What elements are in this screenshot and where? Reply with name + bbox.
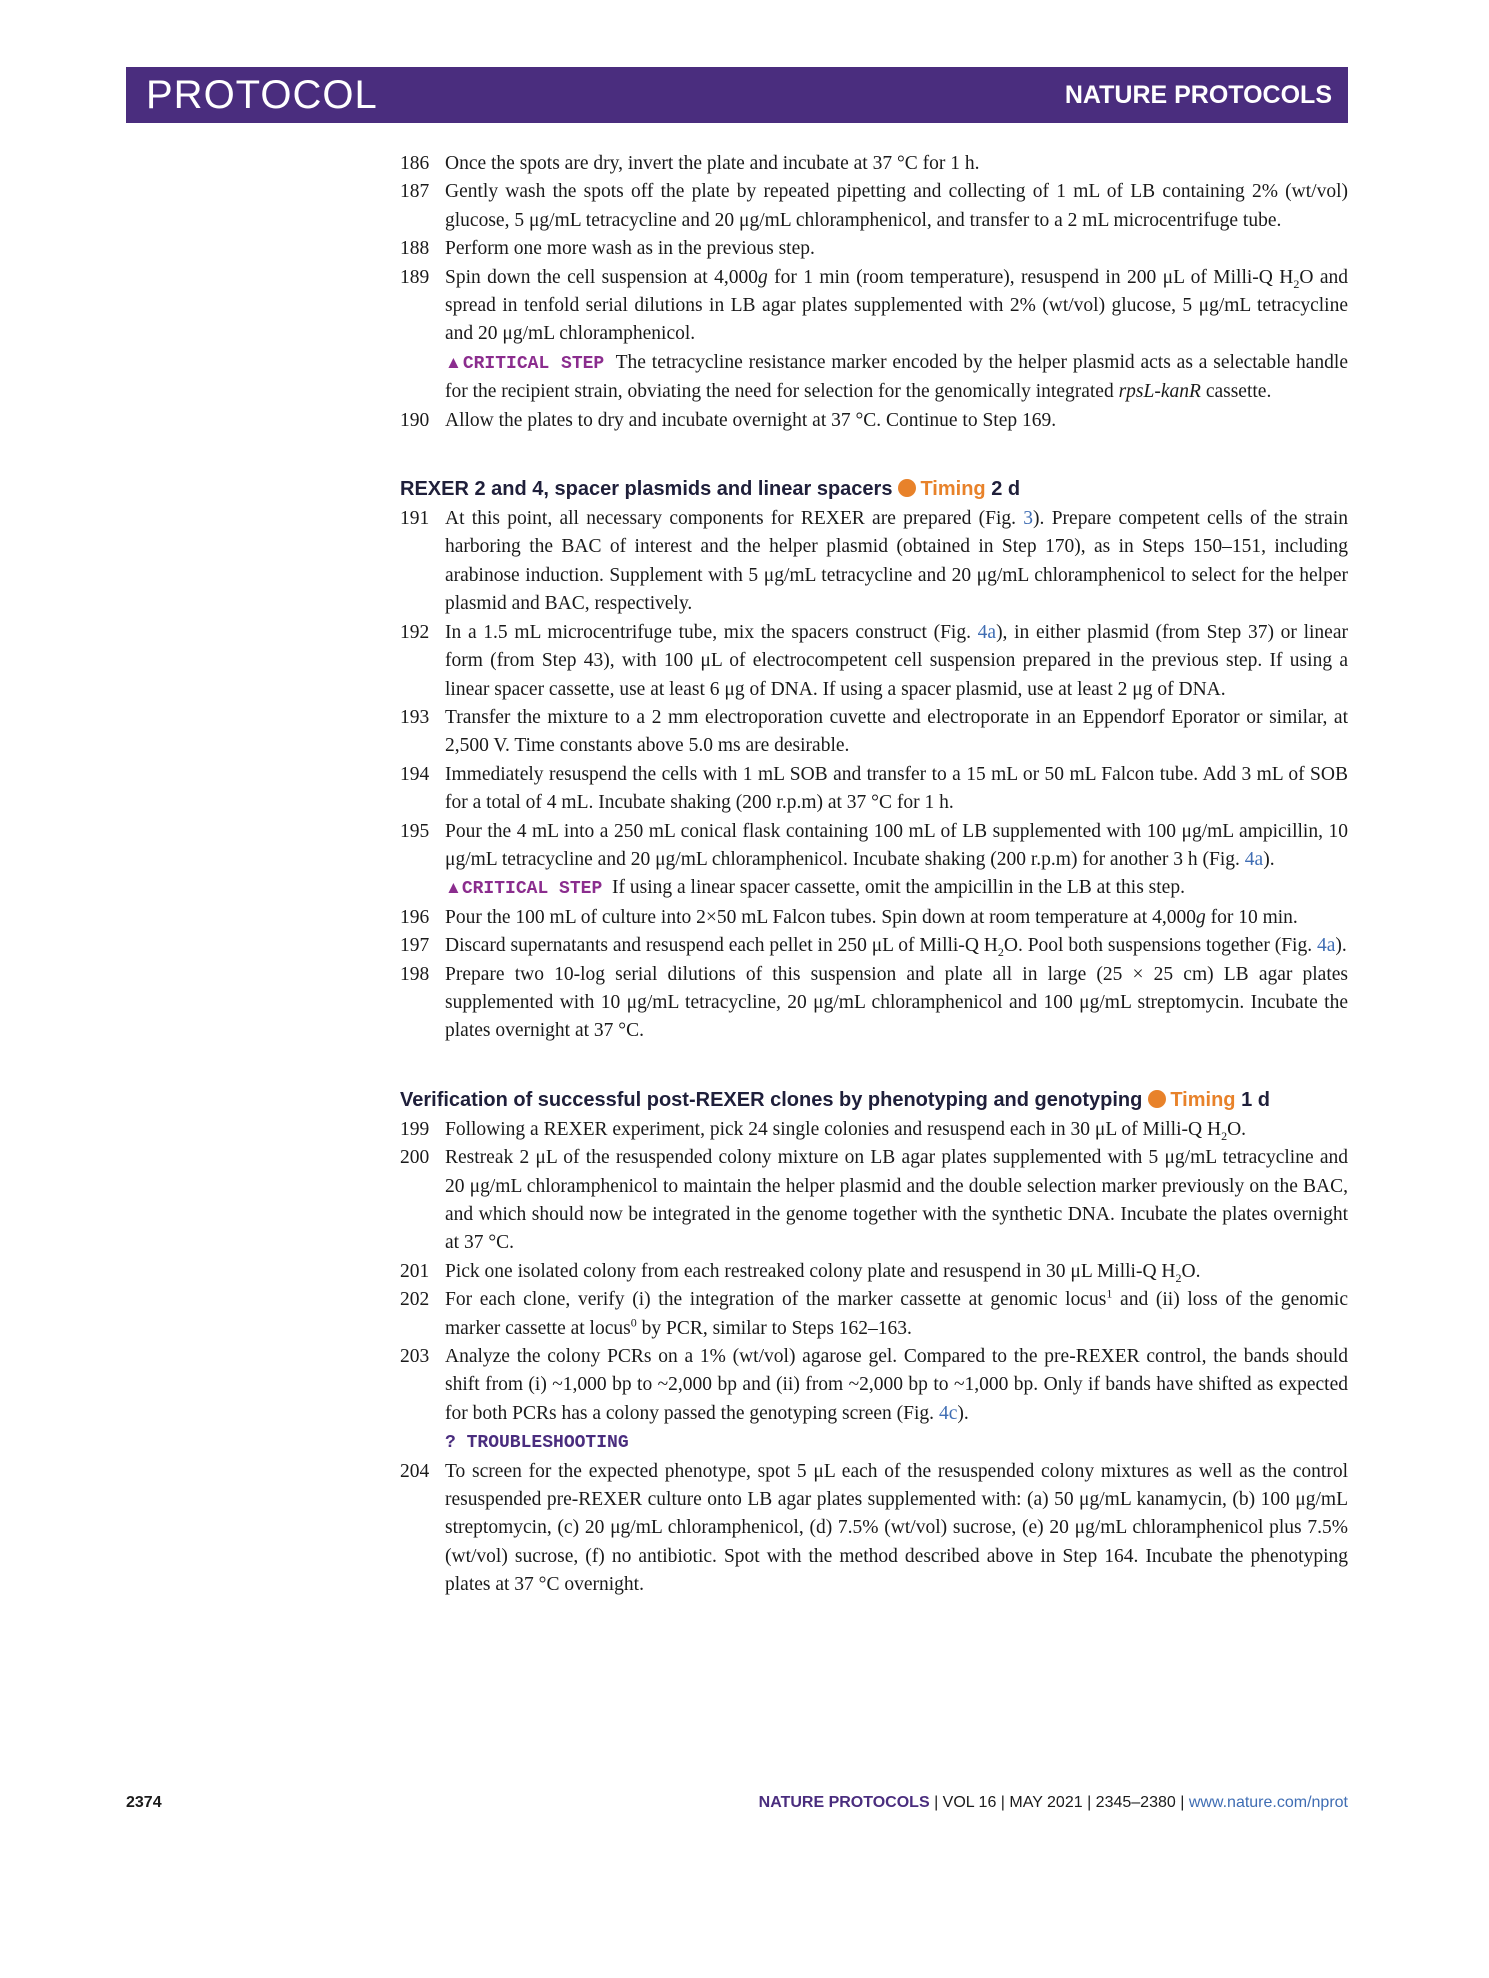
step-190 xyxy=(400,407,1348,435)
figure-link[interactable]: 4a xyxy=(1244,848,1264,870)
step-number: 196 xyxy=(400,906,430,928)
step-202 xyxy=(400,1286,1348,1343)
page-number: 2374 xyxy=(126,1794,162,1811)
step-text: ). xyxy=(1263,848,1275,870)
step-number: 190 xyxy=(400,409,430,431)
italic-g: g xyxy=(757,266,768,288)
step-192 xyxy=(400,619,1348,704)
note-text: If using a linear spacer cassette, omit the ampicillin in the LB at this step. xyxy=(612,877,1185,899)
step-191 xyxy=(400,505,1348,619)
citation xyxy=(759,1794,1348,1812)
step-number: 187 xyxy=(400,181,430,203)
subscript: 2 xyxy=(1293,276,1300,291)
superscript: 1 xyxy=(1106,1286,1113,1301)
step-text: Once the spots are dry, invert the plate and incubate at 37 °C for 1 h. xyxy=(445,153,980,174)
step-number: 203 xyxy=(400,1346,430,1368)
step-196 xyxy=(400,904,1348,932)
step-text: Gently wash the spots off the plate by repeated pipetting and collecting of 1 mL of LB containing 2% (wt/vol) glucose, 5 μg/mL tetracycline and 20 μg/mL chloramphenicol, and transfer to a 2 mL microcentrifuge tube. xyxy=(445,181,1348,231)
step-text: ), in either plasmid (from Step 37) or linear form (from Step 43), with 100 μL of electrocompetent cell suspension prepared in the previous step. If using a linear spacer cassette, use at least 6 μg of DNA. If using a spacer plasmid, use at least 2 μg of DNA. xyxy=(445,621,1348,700)
step-number: 193 xyxy=(400,706,430,728)
separator: | xyxy=(1082,1794,1096,1811)
subscript: 2 xyxy=(1175,1270,1182,1285)
critical-step-label: CRITICAL STEP xyxy=(461,879,603,900)
main-content xyxy=(400,150,1348,1600)
step-text: For each clone, verify (i) the integration of the marker cassette at genomic locus xyxy=(445,1289,1107,1311)
warning-triangle-icon: ▲ xyxy=(445,352,463,372)
step-text: Allow the plates to dry and incubate overnight at 37 °C. Continue to Step 169. xyxy=(445,409,1057,431)
step-200 xyxy=(400,1144,1348,1258)
italic-g: g xyxy=(1195,906,1206,928)
step-text: To screen for the expected phenotype, spot 5 μL each of the resuspended colony mixtures as well as the control resuspended pre-REXER culture onto LB agar plates supplemented with: (a) 50 μg/mL kanamycin, (b) 100 μg/mL streptomycin, (c) 20 μg/mL chloramphenicol, (d) 7.5% (wt/vol) sucrose, (e) 20 μg/mL chloramphenicol plus 7.5% (wt/vol) sucrose, (f) no antibiotic. Spot with the method described above in Step 164. Incubate the phenotyping plates at 37 °C overnight. xyxy=(445,1460,1348,1596)
step-text: O and spread in tenfold serial dilutions in LB agar plates supplemented with 2% (wt/vol) glucose, 5 μg/mL tetracycline and 20 μg/mL chloramphenicol. xyxy=(445,266,1348,345)
step-number: 200 xyxy=(400,1147,430,1169)
figure-link[interactable]: 4a xyxy=(1316,935,1336,957)
troubleshooting-note xyxy=(400,1428,1348,1457)
step-number: 198 xyxy=(400,963,430,985)
article-type-label: PROTOCOL xyxy=(146,73,378,117)
header-banner xyxy=(126,67,1348,123)
section-title: Verification of successful post-REXER clones by phenotyping and genotyping xyxy=(400,1088,1143,1111)
timing-label: Timing xyxy=(1170,1088,1236,1111)
step-text: Perform one more wash as in the previous step. xyxy=(445,238,815,260)
step-number: 192 xyxy=(400,621,430,643)
step-201 xyxy=(400,1258,1348,1286)
issue-date: MAY 2021 xyxy=(1009,1794,1083,1811)
step-number: 186 xyxy=(400,153,430,174)
step-text: Pour the 100 mL of culture into 2×50 mL Falcon tubes. Spin down at room temperature at 4,000 xyxy=(445,906,1196,928)
separator: | xyxy=(996,1794,1010,1811)
step-198 xyxy=(400,961,1348,1046)
step-number: 201 xyxy=(400,1260,430,1282)
step-number: 189 xyxy=(400,266,430,288)
critical-step-note xyxy=(400,874,1348,903)
step-number: 191 xyxy=(400,508,430,530)
step-text: ). xyxy=(1335,935,1347,957)
step-204 xyxy=(400,1458,1348,1600)
step-text: O. xyxy=(1181,1260,1201,1282)
subscript: 2 xyxy=(1221,1128,1228,1143)
figure-link[interactable]: 3 xyxy=(1023,508,1034,530)
critical-step-label: CRITICAL STEP xyxy=(462,353,605,374)
step-text: for 1 min (room temperature), resuspend in 200 μL of Milli-Q H xyxy=(767,266,1294,288)
figure-link[interactable]: 4a xyxy=(977,621,997,643)
timing-dot-icon xyxy=(898,479,916,497)
section-heading-rexer xyxy=(400,475,1348,503)
timing-value: 2 d xyxy=(991,478,1021,501)
step-number: 188 xyxy=(400,238,430,260)
journal-url-link[interactable]: www.nature.com/nprot xyxy=(1188,1794,1348,1811)
journal-name: NATURE PROTOCOLS xyxy=(1064,81,1332,109)
footer-journal: NATURE PROTOCOLS xyxy=(758,1794,930,1811)
step-195 xyxy=(400,818,1348,875)
step-text: In a 1.5 mL microcentrifuge tube, mix the spacers construct (Fig. xyxy=(445,621,978,643)
step-text: Immediately resuspend the cells with 1 mL SOB and transfer to a 15 mL or 50 mL Falcon tube. Add 3 mL of SOB for a total of 4 mL. Incubate shaking (200 r.p.m) at 37 °C for 1 h. xyxy=(445,763,1348,814)
step-text: and (ii) loss of the genomic marker cassette at locus xyxy=(445,1289,1348,1339)
step-text: Transfer the mixture to a 2 mm electroporation cuvette and electroporate in an Eppendorf Eporator or similar, at 2,500 V. Time constants above 5.0 ms are desirable. xyxy=(445,706,1348,757)
page-footer xyxy=(126,1794,1348,1818)
step-203 xyxy=(400,1343,1348,1428)
step-text: Spin down the cell suspension at 4,000 xyxy=(445,266,758,288)
separator: | xyxy=(929,1794,943,1811)
step-text: Following a REXER experiment, pick 24 single colonies and resuspend each in 30 μL of Milli-Q H xyxy=(445,1118,1222,1140)
step-193 xyxy=(400,704,1348,761)
step-text: At this point, all necessary components for REXER are prepared (Fig. xyxy=(445,508,1024,530)
page-range: 2345–2380 xyxy=(1095,1794,1176,1811)
timing-dot-icon xyxy=(1148,1090,1166,1108)
timing-label: Timing xyxy=(920,478,986,501)
step-number: 202 xyxy=(400,1289,430,1311)
step-text: for 10 min. xyxy=(1205,906,1298,928)
step-text: Prepare two 10-log serial dilutions of this suspension and plate all in large (25 × 25 cm) LB agar plates supplemented with 10 μg/mL tetracycline, 20 μg/mL chloramphenicol and 100 μg/mL streptomycin. Incubate the plates overnight at 37 °C. xyxy=(445,963,1348,1042)
step-197 xyxy=(400,932,1348,960)
step-text: Discard supernatants and resuspend each pellet in 250 μL of Milli-Q H xyxy=(445,935,998,957)
note-text: The tetracycline resistance marker encoded by the helper plasmid acts as a selectable handle for the recipient strain, obviating the need for selection for the genomically integrated xyxy=(445,351,1348,403)
separator: | xyxy=(1175,1794,1189,1811)
step-text: Pour the 4 mL into a 250 mL conical flask containing 100 mL of LB supplemented with 100 μg/mL ampicillin, 10 μg/mL tetracycline and 20 μg/mL chloramphenicol. Incubate shaking (200 r.p.m) for another 3 h (Fig. xyxy=(445,820,1348,870)
critical-step-note xyxy=(400,349,1348,407)
subscript: 2 xyxy=(997,945,1004,960)
step-text: ). xyxy=(957,1402,969,1424)
step-187 xyxy=(400,178,1348,235)
section-title: REXER 2 and 4, spacer plasmids and linear spacers xyxy=(400,478,893,501)
step-text: by PCR, similar to Steps 162–163. xyxy=(636,1317,912,1339)
step-194 xyxy=(400,761,1348,818)
step-text: Pick one isolated colony from each restreaked colony plate and resuspend in 30 μL Milli-Q H xyxy=(445,1260,1176,1282)
step-number: 197 xyxy=(400,935,430,957)
step-189 xyxy=(400,264,1348,349)
step-186 xyxy=(400,150,1348,178)
step-number: 195 xyxy=(400,820,430,842)
step-number: 199 xyxy=(400,1118,430,1140)
step-text: Analyze the colony PCRs on a 1% (wt/vol) agarose gel. Compared to the pre-REXER control, the bands should shift from (i) ~1,000 bp to ~2,000 bp and (ii) from ~2,000 bp to ~1,000 bp. Only if bands have shifted as expected for both PCRs has a colony passed the genotyping screen (Fig. xyxy=(445,1346,1348,1424)
volume: VOL 16 xyxy=(942,1794,997,1811)
step-188 xyxy=(400,235,1348,263)
troubleshooting-label[interactable]: ? TROUBLESHOOTING xyxy=(445,1433,629,1454)
step-text: O. xyxy=(1227,1118,1247,1140)
note-text: cassette. xyxy=(1200,381,1272,403)
figure-link[interactable]: 4c xyxy=(938,1402,958,1424)
warning-triangle-icon: ▲ xyxy=(445,878,462,898)
step-text: O. Pool both suspensions together (Fig. xyxy=(1003,935,1317,957)
step-number: 194 xyxy=(400,763,430,785)
superscript: 0 xyxy=(630,1315,637,1330)
section-heading-verification xyxy=(400,1086,1348,1114)
timing-value: 1 d xyxy=(1241,1088,1270,1111)
step-199 xyxy=(400,1116,1348,1144)
step-text: Restreak 2 μL of the resuspended colony mixture on LB agar plates supplemented with 5 μg/mL tetracycline and 20 μg/mL chloramphenicol to maintain the helper plasmid and the double selection marker previously on the BAC, and which should now be integrated in the genome together with the synthetic DNA. Incubate the plates overnight at 37 °C. xyxy=(445,1147,1348,1254)
step-text: ). Prepare competent cells of the strain harboring the BAC of interest and the helper plasmid (obtained in Step 170), as in Steps 150–151, including arabinose induction. Supplement with 5 μg/mL tetracycline and 20 μg/mL chloramphenicol to select for the helper plasmid and BAC, respectively. xyxy=(445,508,1348,615)
gene-name: rpsL-kanR xyxy=(1118,381,1201,403)
step-number: 204 xyxy=(400,1460,430,1482)
